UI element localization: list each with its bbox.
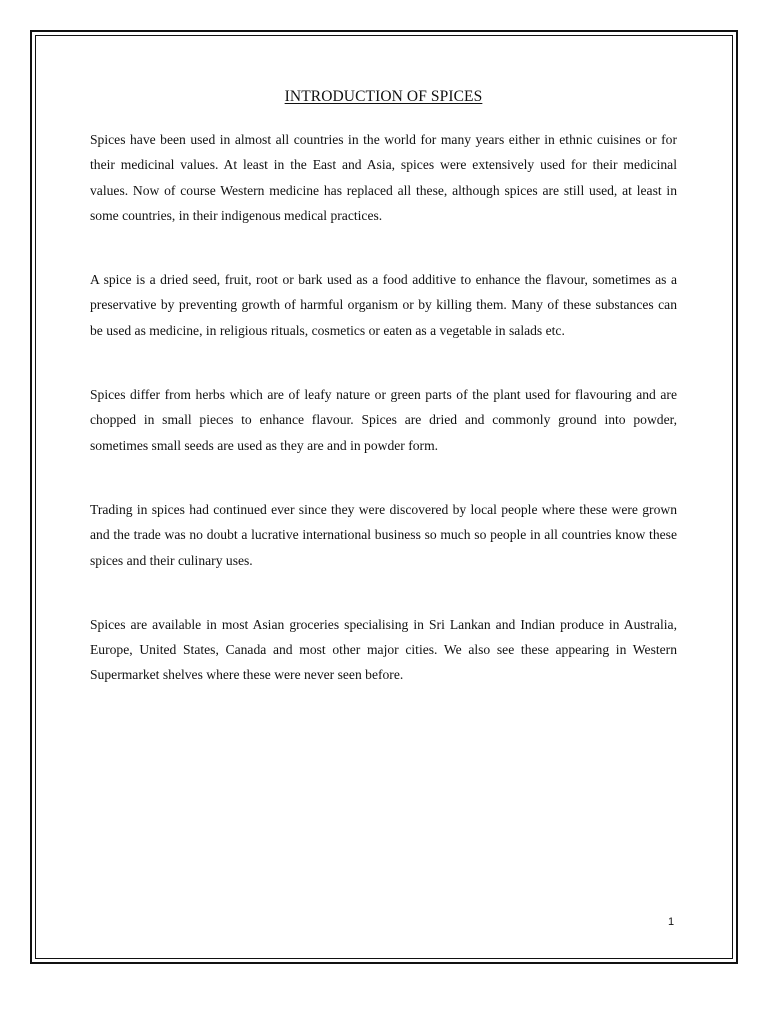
paragraph-4: Trading in spices had continued ever since they were discovered by local people where these were grown and the trade was no doubt a lucrative international business so much so people in all countries know these spices and their culinary uses.: [90, 501, 677, 568]
paragraph-3: Spices differ from herbs which are of leafy nature or green parts of the plant used for flavouring and are chopped in small pieces to enhance flavour. Spices are dried and commonly ground into powder, sometimes small seeds are used as they are and in powder form.: [90, 387, 677, 453]
paragraph-2: A spice is a dried seed, fruit, root or bark used as a food additive to enhance the flavour, sometimes as a preservative by preventing growth of harmful organism or by killing them. Many of these substances can be used as medicine, in religious rituals, cosmetics or eaten as a vegetable in salads etc.: [90, 272, 677, 338]
paragraph-1: Spices have been used in almost all countries in the world for many years either in ethnic cuisines or for their medicinal values. At least in the East and Asia, spices were extensively used for their medicinal values. Now of course Western medicine has replaced all these, although spices are still used, at least in some countries, in their indigenous medical practices.: [90, 132, 677, 223]
paragraph-5: Spices are available in most Asian groceries specialising in Sri Lankan and Indian produce in Australia, Europe, United States, Canada and most other major cities. We also see these appearing in Western Supermarket shelves where these were never seen before.: [90, 616, 677, 683]
document-title: INTRODUCTION OF SPICES: [284, 88, 483, 105]
page-number: 1: [668, 916, 675, 928]
page-content: [90, 88, 677, 727]
